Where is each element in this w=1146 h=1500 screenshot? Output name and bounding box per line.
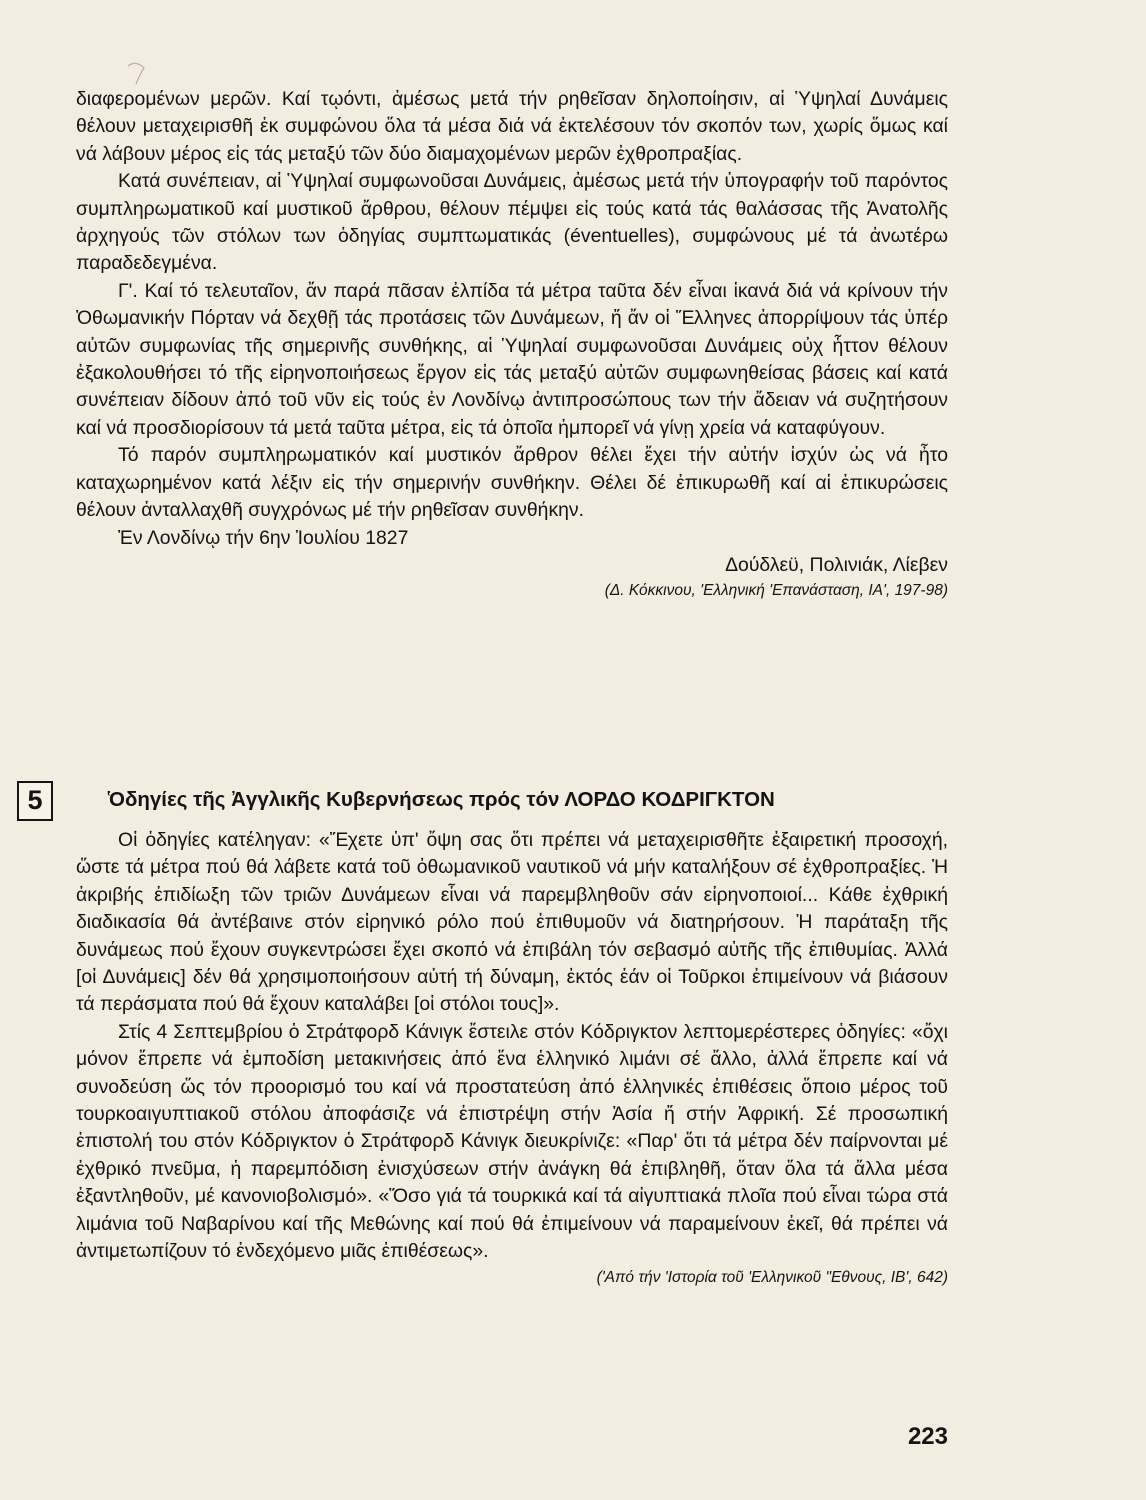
page-number: 223 <box>907 1423 948 1450</box>
paragraph-september: Στίς 4 Σεπτεμβρίου ὁ Στράτφορδ Κάνιγκ ἔστειλε στόν Κόδριγκτον λεπτομερέστερες ὁδηγίες: «ὄχι μόνον ἔπρεπε νά ἐμποδίση μετακινήσεις ἀπό ἕνα ἑλληνικό λιμάνι σέ ἄλλο, ἀλλά ἔπρεπε καί νά συνοδεύση ὥς τόν προορισμό του καί νά προστατεύση ἀπό ἑλληνικές ἐπιθέσεις ὅποιο μέρος τοῦ τουρκοαιγυπτιακοῦ στόλου ἀποφάσιζε νά ἐπιστρέψη στήν Ἀσία ἤ στήν Ἀφρική. Σέ προσωπική ἐπιστολή του στόν Κόδριγκτον ὁ Στράτφορδ Κάνιγκ διευκρίνιζε: «Παρ' ὅτι τά μέτρα δέν παίρνονται μέ ἐχθρικό πνεῦμα, ἡ παρεμπόδιση ἐνισχύσεων στήν ἀνάγκη θά ἐπιβληθῆ, ὅταν ὅλα τά ἄλλα μέσα ἐξαντληθοῦν, μέ κανονιοβολισμό». «Ὅσο γιά τά τουρκικά καί τά αἰγυπτιακά πλοῖα πού εἶναι τώρα στά λιμάνια τοῦ Ναβαρίνου καί τῆς Μεθώνης καί πού θά ἐπιμείνουν νά παραμείνουν ἐκεῖ, θά πρέπει νά ἀντιμετωπίζουν τό ἐνδεχόμενο μιᾶς ἐπιθέσεως». <box>76 1020 948 1263</box>
citation-history: ('Από τήν 'Ιστορία τοῦ 'Ελληνικοῦ "Εθνους, ΙΒ', 642) <box>596 1268 948 1286</box>
signatories: Δούδλεϋ, Πολινιάκ, Λίεβεν <box>725 553 948 576</box>
paragraph-instructions: Οἱ ὁδηγίες κατέληγαν: «Ἔχετε ὑπ' ὄψη σας ὅτι πρέπει νά μεταχειρισθῆτε ἐξαιρετική προσοχή, ὥστε τά μέτρα πού θά λάβετε κατά τοῦ ὀθωμανικοῦ ναυτικοῦ νά μήν καταλήξουν σέ ἐχθροπραξίες. Ἡ ἀκριβής ἐπιδίωξη τῶν τριῶν Δυνάμεων εἶναι νά παρεμβληθοῦν σάν εἰρηνοποιοί... Κάθε ἐχθρική διαδικασία θά ἀντέβαινε στόν εἰρηνικό ρόλο πού ἐπιθυμοῦν νά διατηρήσουν. Ἡ παράταξη τῆς δυνάμεως πού ἔχουν συγκεντρώσει ἔχει σκοπό νά ἐπιβάλη τόν σεβασμό αὐτῆς τῆς ἐπιθυμίας. Ἀλλά [οἱ Δυνάμεις] δέν θά χρησιμοποιήσουν αὐτή τή δύναμη, ἐκτός ἐάν οἱ Τοῦρκοι ἐπιμείνουν νά βιάσουν τά περάσματα πού θά ἔχουν καταλάβει [οἱ στόλοι τους]». <box>76 829 948 1016</box>
section-number-box: 5 <box>17 781 53 821</box>
citation-kokkinos: (Δ. Κόκκινου, 'Ελληνική 'Επανάσταση, ΙΑ', 197-98) <box>604 582 948 600</box>
section-text-block <box>76 827 948 1290</box>
paragraph-continuation: διαφερομένων μερῶν. Καί τῳόντι, ἀμέσως μετά τήν ρηθεῖσαν δηλοποίησιν, αἱ Ὑψηλαί Δυνάμεις θέλουν μεταχειρισθῆ ἐκ συμφώνου ὅλα τά μέσα διά νά ἐκτελέσουν τόν σκοπόν των, χωρίς ὅμως καί νά λάβουν μέρος εἰς τάς μεταξύ τῶν δύο διαμαχομένων μερῶν ἐχθροπραξίας. <box>76 88 948 165</box>
section-heading: Ὁδηγίες τῆς Ἀγγλικῆς Κυβερνήσεως πρός τόν ΛΟΡΔΟ ΚΟΔΡΙΓΚΤΟΝ <box>108 788 775 811</box>
paragraph-gamma: Γ'. Καί τό τελευταῖον, ἄν παρά πᾶσαν ἐλπίδα τά μέτρα ταῦτα δέν εἶναι ἱκανά διά νά κρίνουν τήν Ὀθωμανικήν Πόρταν νά δεχθῇ τάς προτάσεις τῶν Δυνάμεων, ἤ ἄν οἱ Ἕλληνες ἀπορρίψουν τάς ὑπέρ αὐτῶν συμφωνίας τῆς σημερινῆς συνθήκης, αἱ Ὑψηλαί συμφωνοῦσαι Δυνάμεις οὐχ ἧττον θέλουν ἐξακολουθήσει τό τῆς εἰρηνοποιήσεως ἔργον εἰς τάς μεταξύ αὐτῶν συμφωνηθείσας βάσεις καί κατά συνέπειαν δίδουν ἀπό τοῦ νῦν εἰς τούς ἐν Λονδίνῳ ἀντιπροσώπους των τήν ἄδειαν νά συζητήσουν καί νά προσδιορίσουν τά μετά ταῦτα μέτρα, εἰς τά ὁποῖα ἠμπορεῖ νά γίνῃ χρεία νά καταφύγουν. <box>76 279 948 439</box>
ink-smudge-icon <box>124 58 148 88</box>
dateline: Ἐν Λονδίνῳ τήν 6ην Ἰουλίου 1827 <box>118 526 409 549</box>
top-text-block <box>76 86 948 603</box>
paragraph-secret-article: Τό παρόν συμπληρωματικόν καί μυστικόν ἄρθρον θέλει ἔχει τήν αὐτήν ἰσχύν ὡς νά ἦτο καταχωρημένον κατά λέξιν εἰς τήν σημερινήν συνθήκην. Θέλει δέ ἐπικυρωθῆ καί αἱ ἐπικυρώσεις θέλουν ἀνταλλαχθῆ συγχρόνως μέ τήν ρηθεῖσαν συνθήκην. <box>76 444 948 522</box>
paragraph-consequently: Κατά συνέπειαν, αἱ Ὑψηλαί συμφωνοῦσαι Δυνάμεις, ἀμέσως μετά τήν ὑπογραφήν τοῦ παρόντος συμπληρωματικοῦ καί μυστικοῦ ἄρθρου, θέλουν πέμψει εἰς τούς κατά τάς θαλάσσας τῆς Ἀνατολῆς ἀρχηγούς τῶν στόλων των ὁδηγίας συμπτωματικάς (éventuelles), συμφώνους μέ τά ἀνωτέρω παραδεδεγμένα. <box>76 170 948 275</box>
